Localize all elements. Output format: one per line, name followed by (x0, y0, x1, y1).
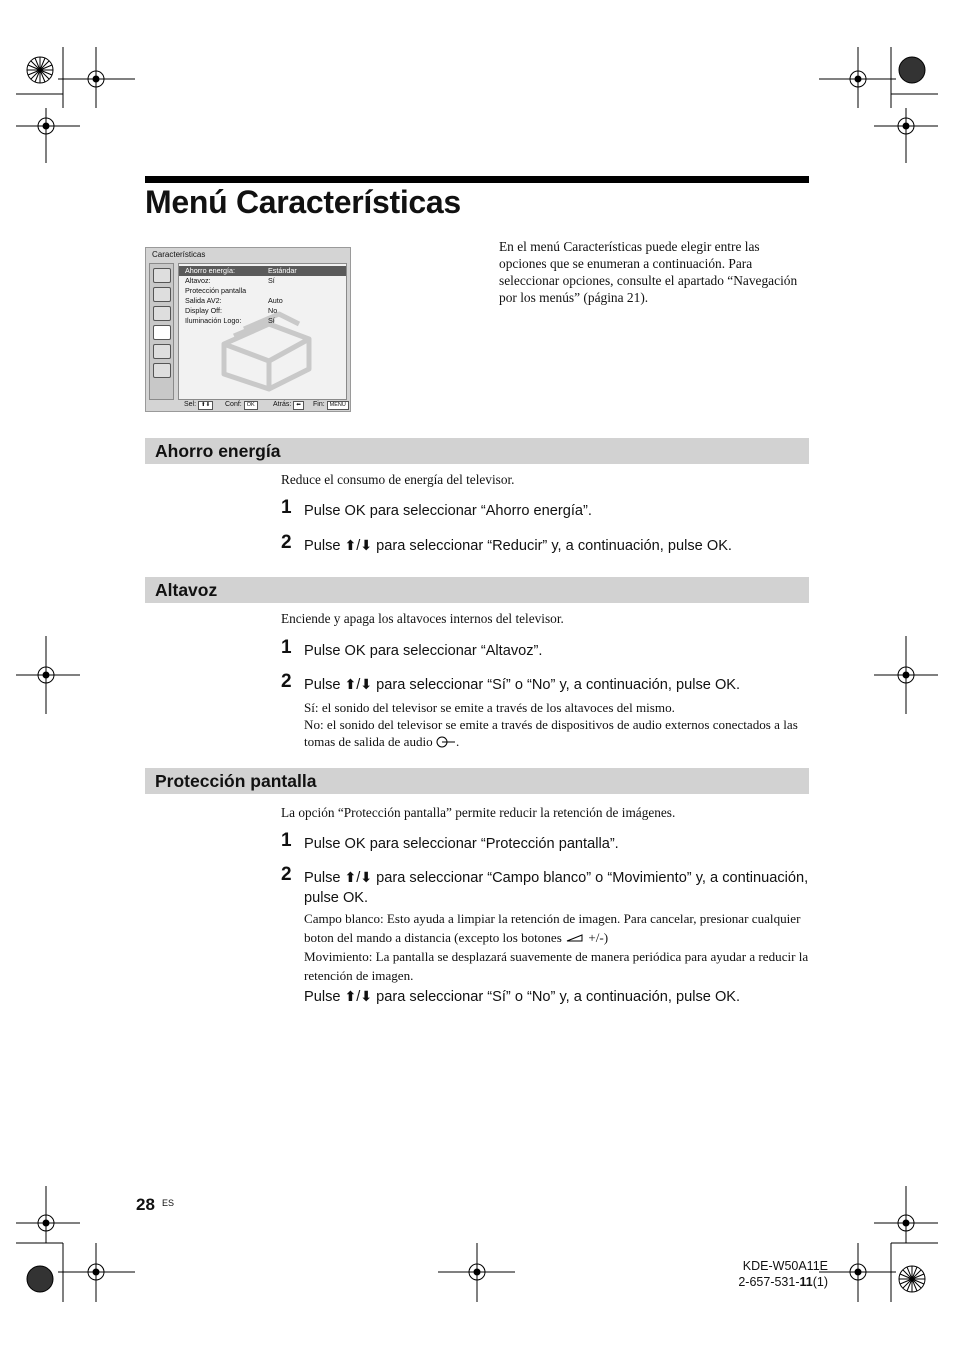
footer-conf-label: Conf: (225, 401, 242, 408)
menu-row-label: Altavoz: (185, 276, 211, 285)
menu-panel (178, 263, 347, 400)
step-text-pre: Pulse (304, 677, 345, 693)
model-code (600, 1274, 828, 1290)
down-arrow-icon: ⬇ (360, 538, 373, 554)
arrow-separator: / (356, 870, 361, 886)
page-number: 28 (136, 1195, 155, 1214)
menu-row-label: Salida AV2: (185, 296, 222, 305)
section-desc: La opción “Protección pantalla” permite reducir la retención de imágenes. (281, 805, 676, 820)
menu-row (179, 296, 346, 306)
menu-row-value: No (268, 306, 278, 315)
note-end: +/-) (588, 930, 609, 945)
code-suffix: (1) (812, 1275, 828, 1289)
down-arrow-icon: ⬇ (360, 677, 373, 693)
screen-icon (153, 306, 171, 321)
footer-end-label: Fin: (313, 401, 325, 408)
page-title: Menú Características (145, 184, 461, 220)
title-rule (145, 176, 809, 183)
menu-row-value: Estándar (268, 266, 297, 275)
up-arrow-icon: ⬆ (344, 538, 357, 554)
sound-icon (153, 287, 171, 302)
note-end: . (456, 734, 460, 749)
picture-icon (153, 268, 171, 283)
footer-sel-label: Sel: (184, 401, 197, 408)
menu-row (179, 286, 346, 296)
volume-icon (565, 933, 585, 943)
left-key-icon: ⬅ (293, 401, 304, 410)
menu-row (179, 306, 346, 316)
up-arrow-icon: ⬆ (344, 989, 357, 1005)
step-text: Pulse OK para seleccionar “Ahorro energía”. (304, 503, 592, 519)
note-line: Sí: el sonido del televisor se emite a través de los altavoces del mismo. (304, 700, 675, 715)
section-title: Ahorro energía (155, 441, 281, 461)
menu-row-label: Ahorro energía: (185, 266, 235, 275)
setup-icon (153, 344, 171, 359)
step-text-pre: Pulse (304, 870, 345, 886)
step-text-pre: Pulse (304, 989, 345, 1005)
section-desc: Enciende y apaga los altavoces internos del televisor. (281, 611, 564, 626)
footer-back-label: Atrás: (273, 401, 292, 408)
step-number: 2 (281, 864, 292, 885)
menu-row-value: Sí (268, 316, 275, 325)
model-name: KDE-W50A11E (742, 1259, 828, 1273)
code-bold: 11 (799, 1275, 813, 1289)
step-text: Pulse OK para seleccionar “Altavoz”. (304, 643, 543, 659)
menu-row-value: Auto (268, 296, 283, 305)
note-line: Movimiento: La pantalla se desplazará suavemente de manera periódica para ayudar a reducir la retención de imagen. (304, 949, 809, 983)
note-text: No: el sonido del televisor se emite a través de dispositivos de audio externos conectados a las tomas de salida de audio (304, 717, 798, 749)
menu-row-label: Display Off: (185, 306, 223, 315)
step-text (304, 868, 809, 908)
arrow-separator: / (356, 538, 361, 554)
step-text (304, 987, 809, 1007)
note-block (304, 699, 809, 750)
up-arrow-icon: ⬆ (344, 870, 357, 886)
section-title: Protección pantalla (155, 771, 317, 791)
step-number: 1 (281, 497, 292, 518)
step-number: 1 (281, 637, 292, 658)
up-arrow-icon: ⬆ (344, 677, 357, 693)
audio-out-icon (436, 736, 456, 748)
menu-icon-column (149, 263, 174, 400)
step-text-post: para seleccionar “Sí” o “No” y, a continuación, pulse OK. (372, 989, 741, 1005)
step-text-pre: Pulse (304, 538, 345, 554)
section-header-altavoz (145, 577, 809, 603)
menu-screen-title: Características (152, 250, 206, 259)
section-title: Altavoz (155, 580, 218, 600)
code-prefix: 2-657-531- (738, 1275, 800, 1289)
section-header-proteccion (145, 768, 809, 794)
menu-key: MENU (327, 401, 349, 410)
intro-text: En el menú Características puede elegir entre las opciones que se enumeran a continuación. Para seleccionar opciones, consulte el apartado “Navegación por los menús” (página 21). (499, 239, 798, 305)
step-text-post: para seleccionar “Reducir” y, a continuación, pulse OK. (372, 538, 732, 554)
page-language: ES (162, 1198, 175, 1208)
menu-row-label: Iluminación Logo: (185, 316, 242, 325)
step-text: Pulse OK para seleccionar “Protección pantalla”. (304, 836, 619, 852)
menu-row (179, 316, 346, 326)
step-number: 2 (281, 532, 292, 553)
step-number: 2 (281, 671, 292, 692)
note-block (304, 909, 809, 985)
step-text-post: para seleccionar “Sí” o “No” y, a continuación, pulse OK. (372, 677, 741, 693)
features-icon (153, 325, 171, 340)
step-text (304, 536, 809, 556)
step-text-post: para seleccionar “Campo blanco” o “Movimiento” y, a continuación, pulse OK. (304, 870, 809, 906)
menu-row (179, 266, 346, 276)
pc-settings-icon (153, 363, 171, 378)
model-info (600, 1258, 828, 1290)
section-desc: Reduce el consumo de energía del televisor. (281, 472, 515, 487)
menu-row (179, 276, 346, 286)
down-arrow-icon: ⬇ (360, 989, 373, 1005)
note-text: Campo blanco: Esto ayuda a limpiar la retención de imagen. Para cancelar, presionar cualquier boton del mando a distancia (excepto los botones (304, 911, 801, 945)
down-arrow-icon: ⬇ (360, 870, 373, 886)
arrow-separator: / (356, 989, 361, 1005)
note-line (304, 716, 809, 750)
menu-row-value: Sí (268, 276, 275, 285)
menu-screenshot (145, 247, 351, 412)
menu-row-label: Protección pantalla (185, 286, 247, 295)
updown-key-icon: ⬆⬇ (198, 401, 213, 410)
arrow-separator: / (356, 677, 361, 693)
step-number: 1 (281, 830, 292, 851)
ok-key: OK (244, 401, 258, 410)
section-header-ahorro (145, 438, 809, 464)
note-line (304, 909, 809, 947)
step-text (304, 675, 809, 695)
